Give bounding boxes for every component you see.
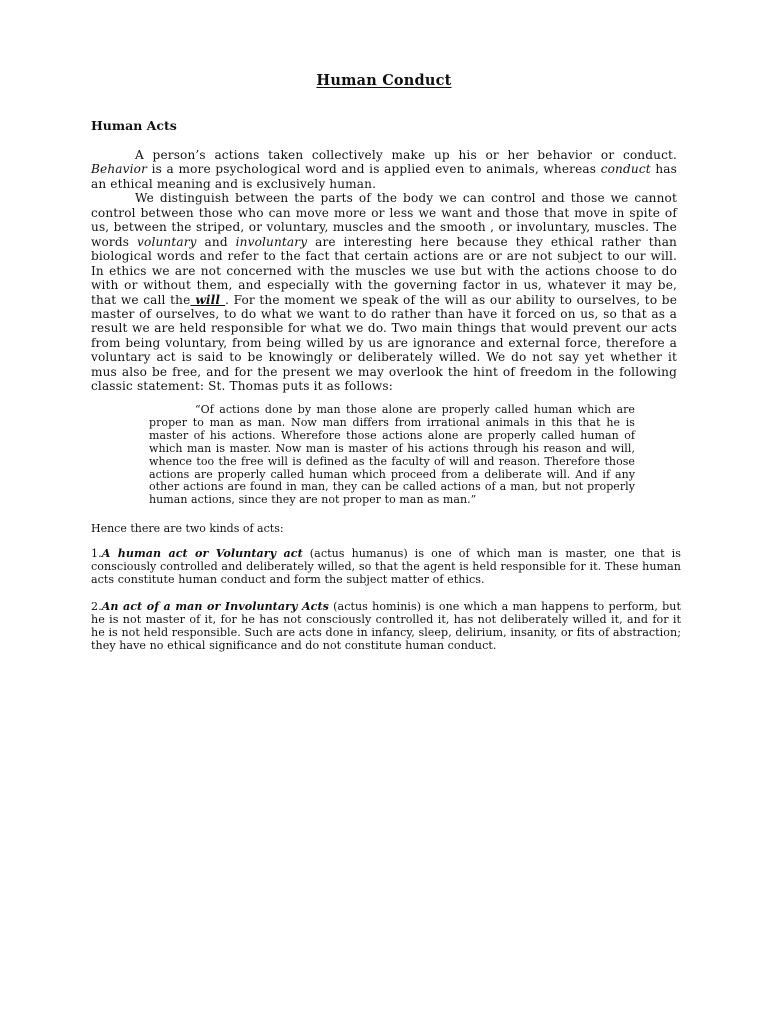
term-voluntary: voluntary (137, 234, 197, 249)
block-quote (149, 404, 635, 507)
list-item-text: (actus humanus) is one of which man is master, one that is consciously controlled and deliberately willed, so that the agent is held responsible for it. These human acts constitute human conduct and form the subject matter of ethics. (91, 547, 682, 587)
term-act-of-man: An act of a man or Involuntary Acts (101, 600, 329, 613)
quote-text: “Of actions done by man those alone are properly called human which are proper to man as man. Now man differs from irrational animals in this that he is master of his actions. Wherefore those actions alone are properly called human of which man is master. Now man is master of his actions through his reason and will, whence too the free will is defined as the faculty of will and reason. Therefore those actions are properly called human which proceed from a deliberate will. And if any other actions are found in man, they can be called actions of a man, but not properly human actions, since they are not proper to man as man.” (149, 403, 635, 507)
text-run: and (196, 234, 236, 249)
list-number: 2. (91, 600, 102, 613)
text-run: We distinguish between the parts of the body we can control and those we cannot control between those who can move more or less we want and those that move in spite of us, between the striped, or voluntary, muscles and the smooth , or involuntary, muscles. The words (91, 191, 677, 249)
term-behavior: Behavior (91, 162, 148, 177)
list-item-human-act (91, 547, 681, 586)
term-human-act: A human act or Voluntary act (101, 547, 303, 560)
body-text (91, 148, 677, 394)
text-run: A person’s actions taken collectively make up his or her behavior or conduct. (135, 148, 677, 162)
kinds-intro: Hence there are two kinds of acts: (91, 522, 284, 535)
section-heading: Human Acts (91, 118, 177, 133)
text-run: is a more psychological word and is applied even to animals, whereas (147, 162, 601, 177)
term-will: will (190, 292, 226, 307)
list-item-act-of-man (91, 600, 681, 652)
text-run: . For the moment we speak of the will as our ability to ourselves, to be master of ourselves, to do what we want to do rather than have it forced on us, so that as a result we are held responsible for what we do. Two main things that would prevent our acts from being voluntary, from being willed by us are ignorance and external force, therefore a voluntary act is said to be knowingly or deliberately willed. We do not say yet whether it mus also be free, and for the present we may overlook the hint of freedom in the following classic statement: St. Thomas puts it as follows: (91, 292, 678, 394)
page-title: Human Conduct (316, 72, 452, 89)
text-run: are interesting here because they ethical rather than biological words and refer to the fact that certain actions are or are not subject to our will. In ethics we are not concerned with the muscles we use but with the actions choose to do with or without them, and especially with the governing factor in us, whatever it may be, that we call the (91, 234, 677, 307)
list-item-text: (actus hominis) is one which a man happens to perform, but he is not master of it, for he has not consciously controlled it, has not deliberately willed it, and for it he is not held responsible. Such are acts done in infancy, sleep, delirium, insanity, or fits of abstraction; they have no ethical significance and do not constitute human conduct. (91, 600, 682, 653)
term-involuntary: involuntary (235, 234, 308, 249)
term-conduct: conduct (600, 162, 651, 177)
list-number: 1. (91, 547, 102, 560)
paragraph-control (91, 191, 677, 393)
paragraph-behavior (91, 148, 677, 191)
text-run: has an ethical meaning and is exclusively human. (91, 162, 677, 191)
